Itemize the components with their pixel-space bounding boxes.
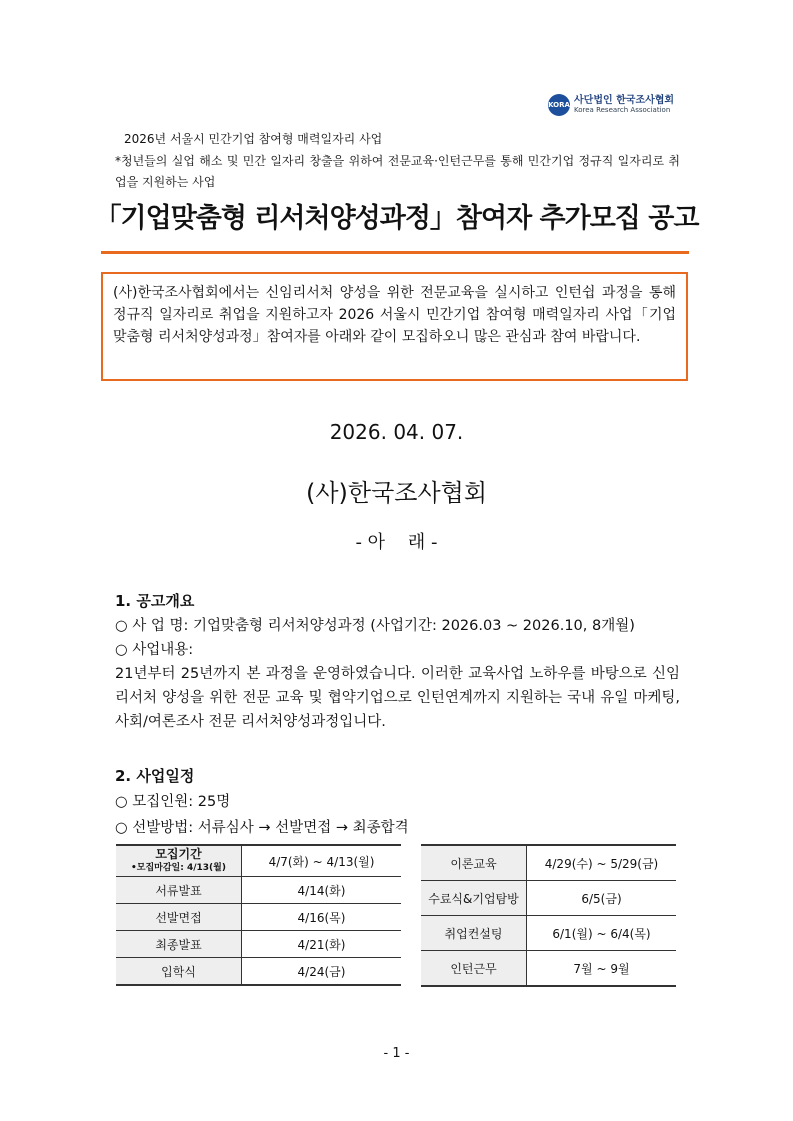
row-label: 선발면접 — [116, 904, 242, 931]
row-label: 서류발표 — [116, 877, 242, 904]
row-value: 4/24(금) — [242, 958, 402, 986]
table-row — [421, 845, 676, 881]
row-label: 모집기간 — [155, 847, 202, 861]
page-title: 「기업맞춤형 리서처양성과정」참여자 추가모집 공고 — [94, 203, 699, 234]
program-description: *청년들의 실업 해소 및 민간 일자리 창출을 위하여 전문교육·인턴근무를 통해 민간기업 정규직 일자리로 취업을 지원하는 사업 — [115, 154, 680, 189]
section1-heading: 1. 공고개요 — [115, 592, 195, 610]
table-row — [421, 951, 676, 987]
row-value: 4/7(화) ~ 4/13(월) — [242, 845, 402, 877]
row-label: 이론교육 — [421, 845, 527, 881]
row-value: 4/29(수) ~ 5/29(금) — [527, 845, 677, 881]
notice-date: 2026. 04. 07. — [329, 420, 464, 444]
row-label: 입학식 — [116, 958, 242, 986]
row-label: 수료식&기업탐방 — [421, 881, 527, 916]
row-value: 4/14(화) — [242, 877, 402, 904]
row-value: 6/1(월) ~ 6/4(목) — [527, 916, 677, 951]
project-name-line: ○ 사 업 명: 기업맞춤형 리서처양성과정 (사업기간: 2026.03 ~ 2026.10, 8개월) — [115, 618, 635, 634]
table-row — [116, 931, 401, 958]
deadline-note: •모집마감일: 4/13(월) — [131, 863, 226, 873]
row-value: 4/21(화) — [242, 931, 402, 958]
below-heading: - 아 래 - — [355, 532, 438, 553]
schedule-table-right — [421, 844, 676, 987]
logo-name-en: Korea Research Association — [574, 106, 671, 114]
table-row — [116, 845, 401, 877]
program-name: 2026년 서울시 민간기업 참여형 매력일자리 사업 — [124, 132, 383, 146]
kora-logo-mark: KORA — [548, 94, 570, 116]
table-row — [116, 877, 401, 904]
row-value: 4/16(목) — [242, 904, 402, 931]
organization-name: (사)한국조사협회 — [305, 479, 487, 507]
row-value: 7월 ~ 9월 — [527, 951, 677, 987]
table-row — [116, 904, 401, 931]
schedule-table-left — [116, 844, 401, 986]
project-description: 21년부터 25년까지 본 과정을 운영하였습니다. 이러한 교육사업 노하우를 바탕으로 신임리서처 양성을 위한 전문 교육 및 협약기업으로 인턴연계까지 지원하는 국내 유일 마케팅, 사회/여론조사 전문 리서처양성과정입니다. — [115, 666, 680, 730]
table-row — [421, 881, 676, 916]
table-row — [116, 958, 401, 986]
kora-logo — [548, 94, 674, 116]
selection-method: ○ 선발방법: 서류심사 → 선발면접 → 최종합격 — [115, 820, 409, 836]
logo-name-kr: 사단법인 한국조사협회 — [574, 95, 675, 106]
title-divider — [101, 251, 689, 254]
row-value: 6/5(금) — [527, 881, 677, 916]
section2-heading: 2. 사업일정 — [115, 767, 195, 785]
row-label: 취업컨설팅 — [421, 916, 527, 951]
recruit-count: ○ 모집인원: 25명 — [115, 794, 231, 810]
notice-box: (사)한국조사협회에서는 신임리서처 양성을 위한 전문교육을 실시하고 인턴쉽 과정을 통해 정규직 일자리로 취업을 지원하고자 2026 서울시 민간기업 참여형 매력일자리 사업「기업맞춤형 리서처양성과정」참여자를 아래와 같이 모집하오니 많은 관심과 참여 바랍니다. — [101, 272, 688, 381]
page-number: - 1 - — [383, 1046, 410, 1061]
row-label: 최종발표 — [116, 931, 242, 958]
table-row — [421, 916, 676, 951]
project-content-label: ○ 사업내용: — [115, 642, 194, 658]
row-label: 인턴근무 — [421, 951, 527, 987]
